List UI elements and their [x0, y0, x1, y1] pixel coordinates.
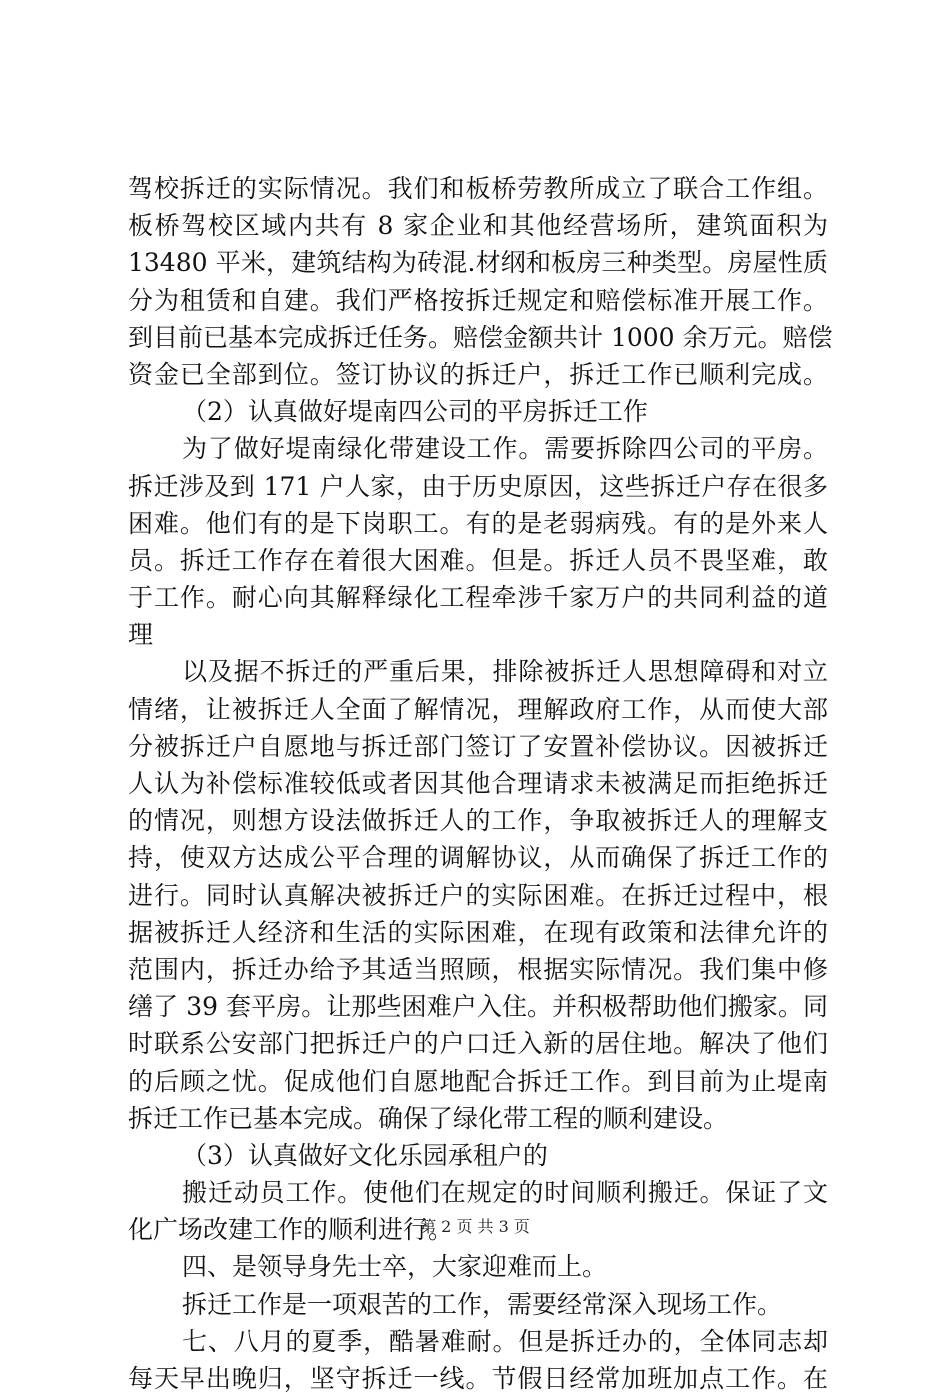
text-line: 资金已全部到位。签订协议的拆迁户，拆迁工作已顺利完成。	[128, 359, 828, 389]
text-line: 拆迁工作是一项艰苦的工作，需要经常深入现场工作。	[182, 1289, 783, 1319]
text-line: 困难。他们有的是下岗职工。有的是老弱病残。有的是外来人	[128, 508, 828, 538]
text-line: 以及据不拆迁的严重后果，排除被拆迁人思想障碍和对立	[182, 657, 828, 687]
section-heading: （3）认真做好文化乐园承租户的	[182, 1140, 548, 1170]
text-line: 的后顾之忧。促成他们自愿地配合拆迁工作。到目前为止堤南	[128, 1066, 828, 1096]
text-line: 拆迁工作已基本完成。确保了绿化带工程的顺利建设。	[128, 1103, 729, 1133]
section-heading: （2）认真做好堤南四公司的平房拆迁工作	[182, 397, 648, 427]
text-line: 驾校拆迁的实际情况。我们和板桥劳教所成立了联合工作组。	[128, 174, 828, 203]
text-line: 于工作。耐心向其解释绿化工程牵涉千家万户的共同利益的道	[128, 583, 828, 613]
section-heading: 四、是领导身先士卒，大家迎难而上。	[182, 1252, 608, 1282]
text-line: 化广场改建工作的顺利进行。	[128, 1215, 454, 1245]
text-line: 拆迁涉及到 171 户人家，由于历史原因，这些拆迁户存在很多	[128, 471, 828, 501]
text-line: 范围内，拆迁办给予其适当照顾，根据实际情况。我们集中修	[128, 954, 828, 984]
text-line: 进行。同时认真解决被拆迁户的实际困难。在拆迁过程中，根	[128, 880, 828, 910]
text-line: 分被拆迁户自愿地与拆迁部门签订了安置补偿协议。因被拆迁	[128, 731, 828, 761]
text-line: 13480 平米，建筑结构为砖混.材纲和板房三种类型。房屋性质	[128, 248, 828, 278]
text-line: 七、八月的夏季，酷暑难耐。但是拆迁办的，全体同志却	[182, 1326, 828, 1356]
text-line: 缮了 39 套平房。让那些困难户入住。并积极帮助他们搬家。同	[128, 992, 828, 1022]
text-line: 据被拆迁人经济和生活的实际困难，在现有政策和法律允许的	[128, 917, 828, 947]
text-line: 每天早出晚归，坚守拆迁一线。节假日经常加班加点工作。在	[128, 1364, 828, 1393]
text-line: 持，使双方达成公平合理的调解协议，从而确保了拆迁工作的	[128, 843, 828, 873]
text-line: 分为租赁和自建。我们严格按拆迁规定和赔偿标准开展工作。	[128, 285, 828, 315]
text-line: 到目前已基本完成拆迁任务。赔偿金额共计 1000 余万元。赔偿	[128, 322, 833, 352]
text-line: 时联系公安部门把拆迁户的户口迁入新的居住地。解决了他们	[128, 1029, 828, 1059]
text-line: 理	[128, 620, 154, 650]
text-line: 的情况，则想方设法做拆迁人的工作，争取被拆迁人的理解支	[128, 806, 828, 836]
text-line: 板桥驾校区域内共有 8 家企业和其他经营场所，建筑面积为	[128, 211, 828, 241]
text-line: 搬迁动员工作。使他们在规定的时间顺利搬迁。保证了文	[182, 1178, 828, 1208]
text-line: 为了做好堤南绿化带建设工作。需要拆除四公司的平房。	[182, 434, 828, 464]
body-text	[128, 170, 833, 1397]
page-footer: 第 2 页 共 3 页	[420, 1217, 530, 1236]
text-line: 人认为补偿标准较低或者因其他合理请求未被满足而拒绝拆迁	[128, 769, 828, 798]
text-line: 员。拆迁工作存在着很大困难。但是。拆迁人员不畏坚难，敢	[128, 545, 828, 575]
text-line: 情绪，让被拆迁人全面了解情况，理解政府工作，从而使大部	[128, 694, 828, 724]
